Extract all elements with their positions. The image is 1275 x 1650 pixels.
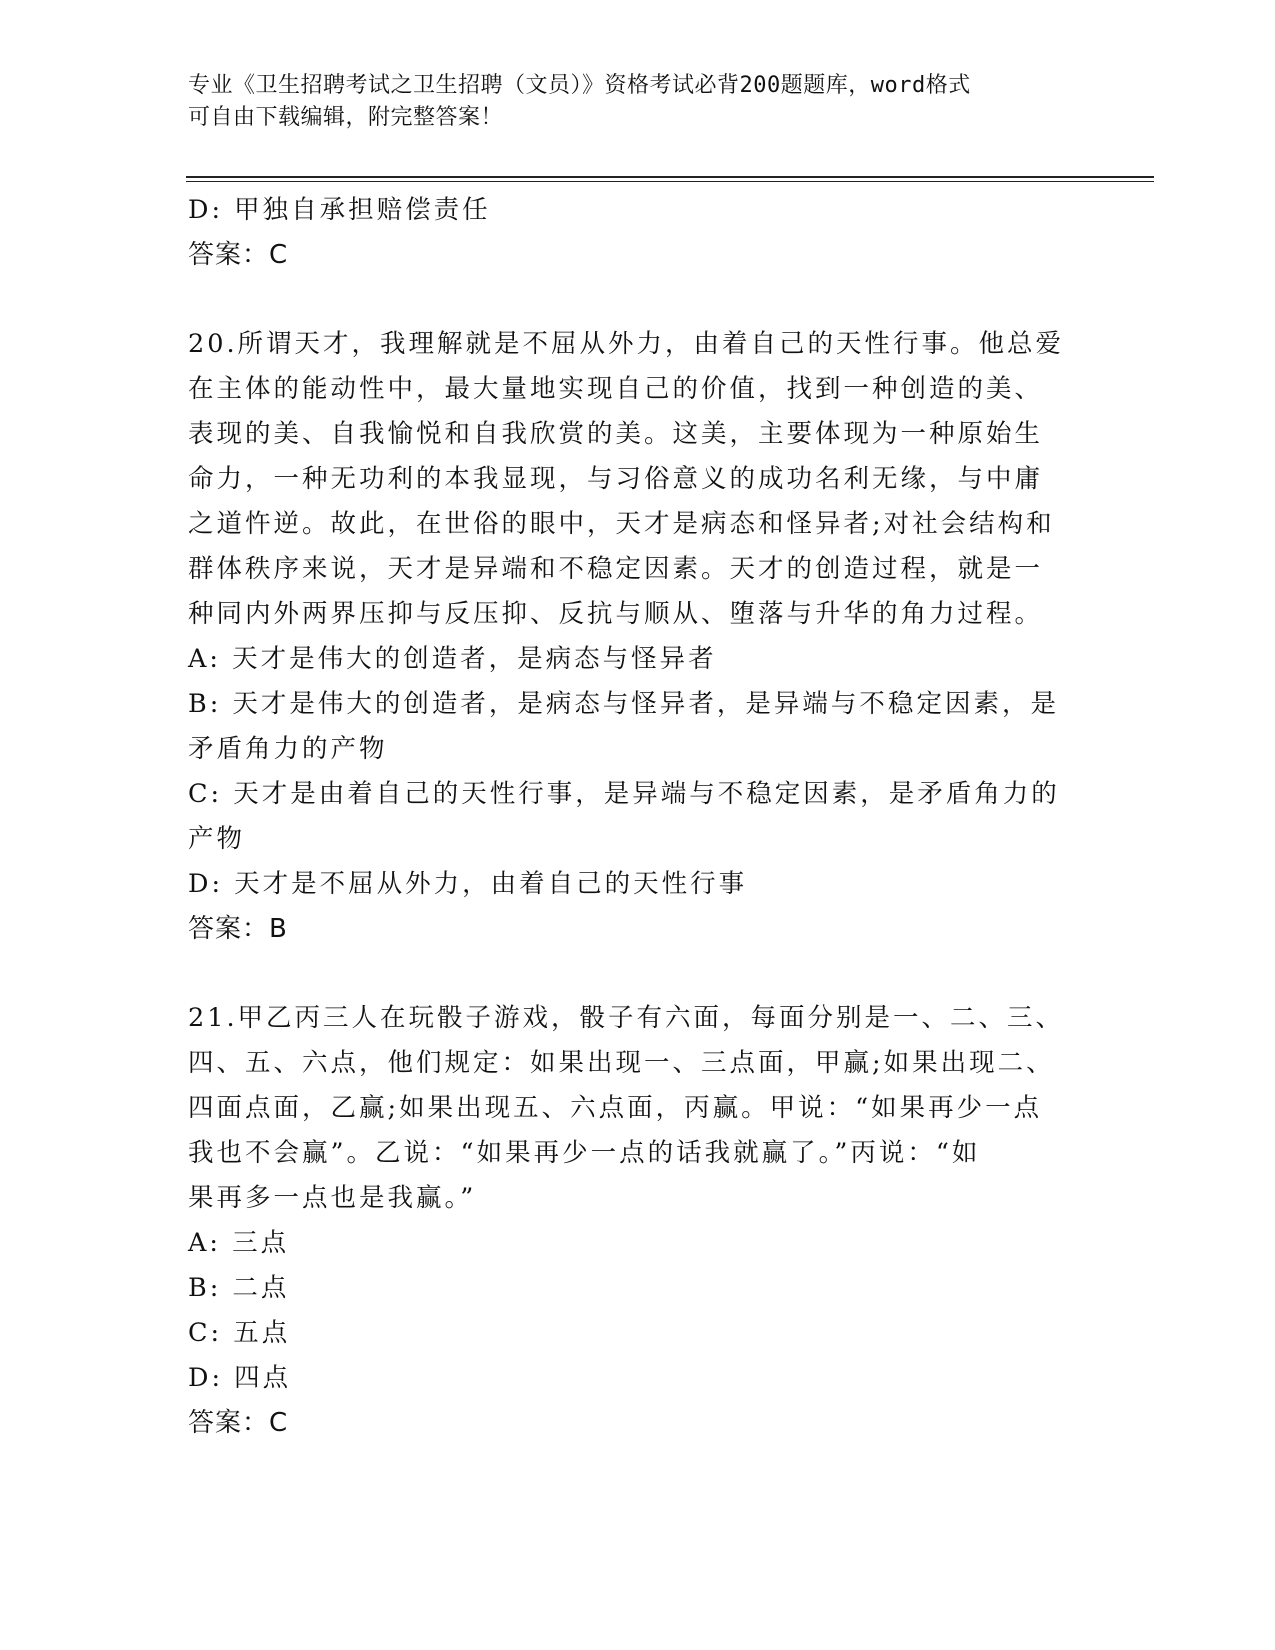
- stem-line: 21.甲乙丙三人在玩骰子游戏，骰子有六面，每面分别是一、二、三、: [188, 1003, 1065, 1033]
- previous-question-tail: [188, 188, 1078, 278]
- stem-line: 四面点面，乙赢;如果出现五、六点面，丙赢。甲说：“如果再少一点: [188, 1093, 1043, 1123]
- option-a: A: 天才是伟大的创造者，是病态与怪异者: [188, 644, 717, 674]
- header-line-1: 专业《卫生招聘考试之卫生招聘（文员）》资格考试必背200题题库，word格式: [188, 73, 971, 98]
- stem-line: 在主体的能动性中，最大量地实现自己的价值，找到一种创造的美、: [188, 374, 1044, 404]
- option-d: D: 四点: [188, 1363, 292, 1393]
- option-c: C: 五点: [188, 1318, 291, 1348]
- option-a: A: 三点: [188, 1228, 290, 1258]
- spacer: [188, 278, 1078, 322]
- question-stem: [188, 996, 1078, 1221]
- answer-label: 答案：B: [188, 914, 288, 944]
- document-header: [188, 70, 1068, 134]
- question-21: [188, 996, 1078, 1446]
- stem-line: 表现的美、自我愉悦和自我欣赏的美。这美，主要体现为一种原始生: [188, 419, 1044, 449]
- header-line-2: 可自由下载编辑，附完整答案！: [188, 105, 504, 130]
- option-d: D: 甲独自承担赔偿责任: [188, 195, 491, 225]
- stem-line: 四、五、六点，他们规定：如果出现一、三点面，甲赢;如果出现二、: [188, 1048, 1055, 1078]
- spacer: [188, 952, 1078, 996]
- answer-label: 答案：C: [188, 1408, 289, 1438]
- header-divider: [186, 176, 1154, 182]
- stem-line: 果再多一点也是我赢。”: [188, 1183, 477, 1213]
- option-c: C: 天才是由着自己的天性行事，是异端与不稳定因素，是矛盾角力的: [188, 779, 1060, 809]
- stem-line: 之道忤逆。故此，在世俗的眼中，天才是病态和怪异者;对社会结构和: [188, 509, 1055, 539]
- stem-line: 我也不会赢”。乙说：“如果再少一点的话我就赢了。”丙说：“如: [188, 1138, 981, 1168]
- stem-line: 种同内外两界压抑与反压抑、反抗与顺从、堕落与升华的角力过程。: [188, 599, 1044, 629]
- stem-line: 20.所谓天才，我理解就是不屈从外力，由着自己的天性行事。他总爱: [188, 329, 1065, 359]
- question-stem: [188, 322, 1078, 637]
- answer-label: 答案：C: [188, 240, 289, 270]
- question-content: [188, 188, 1078, 1446]
- option-b: B: 二点: [188, 1273, 290, 1303]
- question-20: [188, 322, 1078, 952]
- option-c-continued: 产物: [188, 824, 246, 854]
- stem-line: 命力，一种无功利的本我显现，与习俗意义的成功名利无缘，与中庸: [188, 464, 1044, 494]
- option-b: B: 天才是伟大的创造者，是病态与怪异者，是异端与不稳定因素，是: [188, 689, 1059, 719]
- option-b-continued: 矛盾角力的产物: [188, 734, 388, 764]
- option-d: D: 天才是不屈从外力，由着自己的天性行事: [188, 869, 748, 899]
- stem-line: 群体秩序来说，天才是异端和不稳定因素。天才的创造过程，就是一: [188, 554, 1044, 584]
